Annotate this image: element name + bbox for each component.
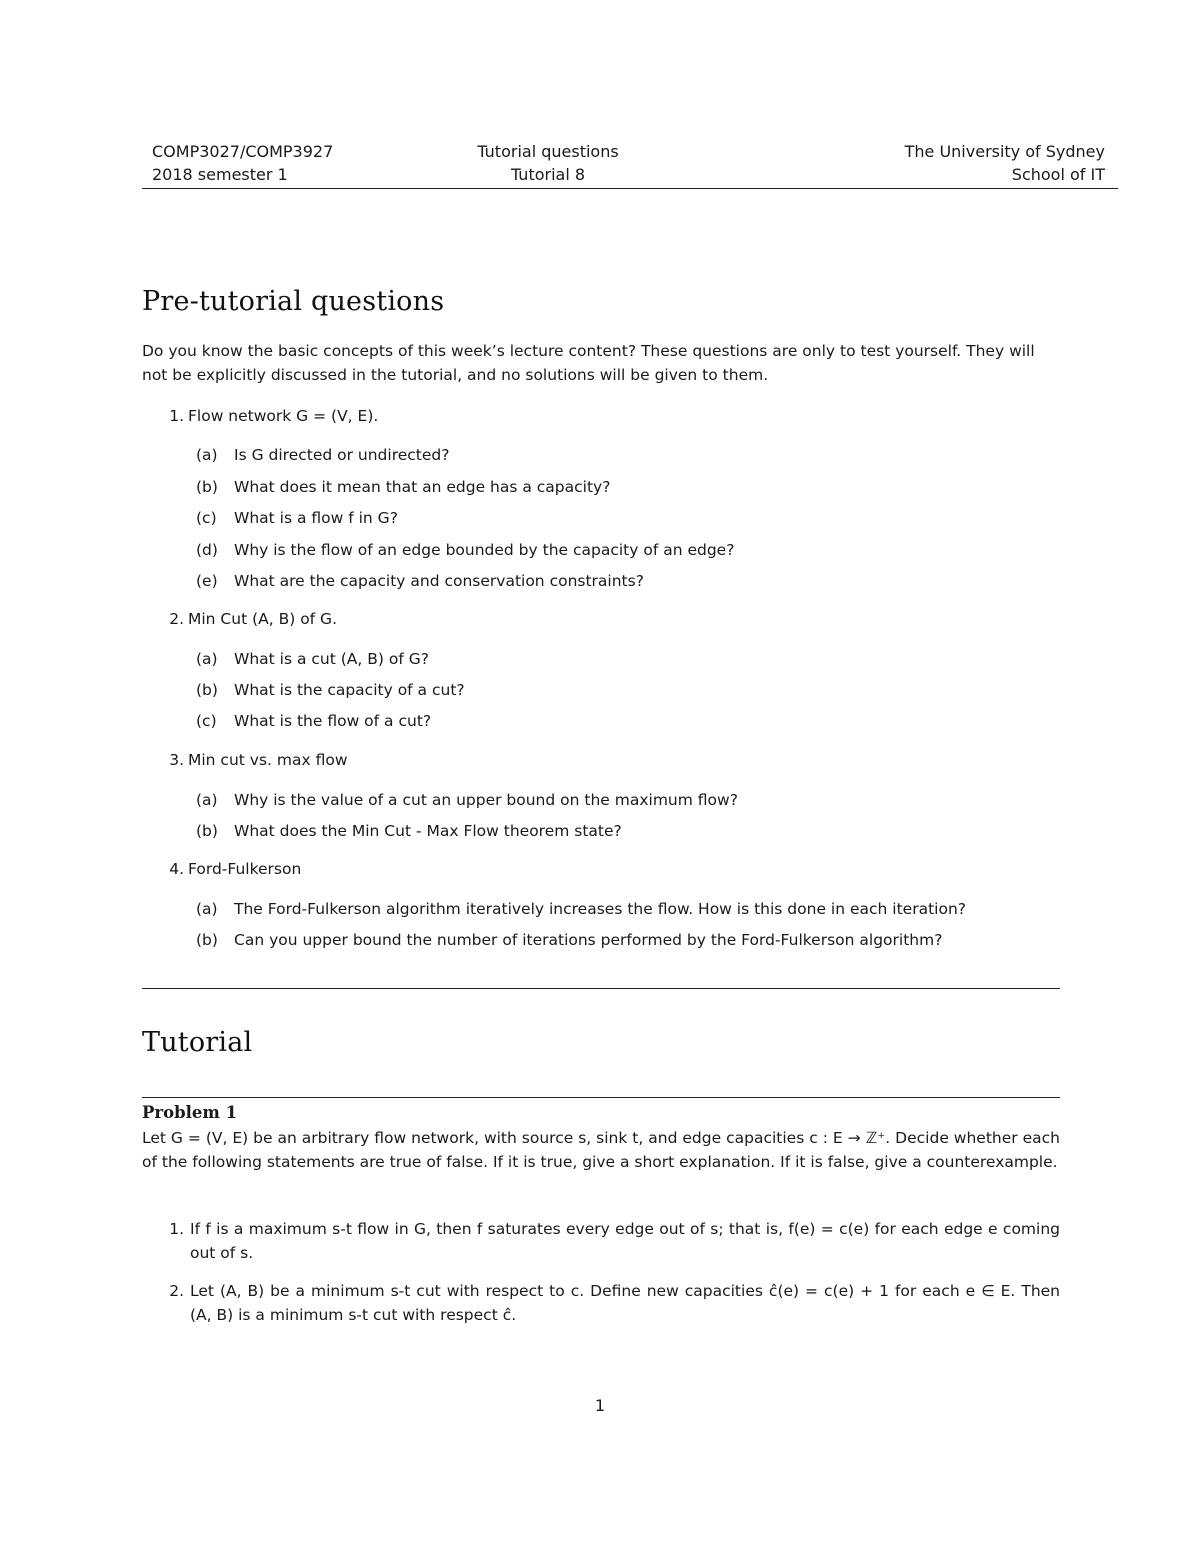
item-number: 2. (169, 1282, 184, 1300)
question-number: 3. (169, 751, 184, 769)
tutorial-heading: Tutorial (142, 1027, 253, 1058)
sub-question-text: What does it mean that an edge has a capacity? (234, 478, 611, 496)
question-text: Flow network G = (V, E). (188, 407, 379, 425)
pre-tutorial-intro: Do you know the basic concepts of this week’s lecture content? These questions are only to test yourself. They will not be explicitly discussed in the tutorial, and no solutions will be given to them. (142, 342, 1035, 384)
sub-question-label: (b) (196, 681, 218, 699)
question-number: 2. (169, 610, 184, 628)
page-number: 1 (594, 1396, 606, 1415)
sub-question-text: What is the flow of a cut? (234, 712, 432, 730)
header-university: The University of Sydney (904, 142, 1105, 161)
sub-question-text: Why is the flow of an edge bounded by the capacity of an edge? (234, 541, 735, 559)
sub-question-label: (c) (196, 712, 217, 730)
question-number: 1. (169, 407, 184, 425)
header-school: School of IT (1011, 165, 1105, 184)
problem-1-statement: Let G = (V, E) be an arbitrary flow network, with source s, sink t, and edge capacities c : E → ℤ⁺. Decide whether each of the following statements are true of false. If it is true, give a short explanation. If it is false, give a counterexample. (142, 1129, 1060, 1171)
item-text: Let (A, B) be a minimum s-t cut with respect to c. Define new capacities ĉ(e) = c(e) + 1 for each e ∈ E. Then (A, B) is a minimum s-t cut with respect ĉ. (190, 1282, 1060, 1324)
sub-question-label: (b) (196, 822, 218, 840)
section-divider (142, 988, 1060, 989)
sub-question-label: (e) (196, 572, 218, 590)
header-tutorial: Tutorial 8 (510, 165, 586, 184)
sub-question-text: Can you upper bound the number of iterations performed by the Ford-Fulkerson algorithm? (234, 931, 943, 949)
sub-question-text: What is a flow f in G? (234, 509, 398, 527)
sub-question-label: (a) (196, 650, 218, 668)
sub-question-label: (c) (196, 509, 217, 527)
sub-question-text: What is the capacity of a cut? (234, 681, 465, 699)
header-divider (142, 188, 1118, 189)
sub-question-text: Why is the value of a cut an upper bound on the maximum flow? (234, 791, 738, 809)
problem-1-title: Problem 1 (142, 1103, 238, 1122)
sub-question-text: What are the capacity and conservation constraints? (234, 572, 644, 590)
sub-question-label: (a) (196, 791, 218, 809)
problem-divider (142, 1097, 1060, 1098)
sub-question-text: Is G directed or undirected? (234, 446, 450, 464)
sub-question-label: (a) (196, 446, 218, 464)
sub-question-text: The Ford-Fulkerson algorithm iteratively increases the flow. How is this done in each iteration? (234, 900, 966, 918)
pre-tutorial-heading: Pre-tutorial questions (142, 286, 445, 317)
item-text: If f is a maximum s-t flow in G, then f saturates every edge out of s; that is, f(e) = c(e) for each edge e coming out of s. (190, 1220, 1060, 1262)
question-text: Ford-Fulkerson (188, 860, 302, 878)
item-number: 1. (169, 1220, 184, 1238)
sub-question-label: (b) (196, 478, 218, 496)
sub-question-label: (d) (196, 541, 218, 559)
header-doc-type: Tutorial questions (477, 142, 619, 161)
header-semester: 2018 semester 1 (152, 165, 288, 184)
problem-1-item-2 (162, 1279, 1060, 1327)
question-text: Min Cut (A, B) of G. (188, 610, 337, 628)
sub-question-text: What is a cut (A, B) of G? (234, 650, 429, 668)
question-text: Min cut vs. max flow (188, 751, 348, 769)
sub-question-label: (b) (196, 931, 218, 949)
sub-question-text: What does the Min Cut - Max Flow theorem state? (234, 822, 622, 840)
header-course: COMP3027/COMP3927 (152, 142, 334, 161)
sub-question-label: (a) (196, 900, 218, 918)
question-number: 4. (169, 860, 184, 878)
problem-1-item-1 (162, 1217, 1060, 1265)
